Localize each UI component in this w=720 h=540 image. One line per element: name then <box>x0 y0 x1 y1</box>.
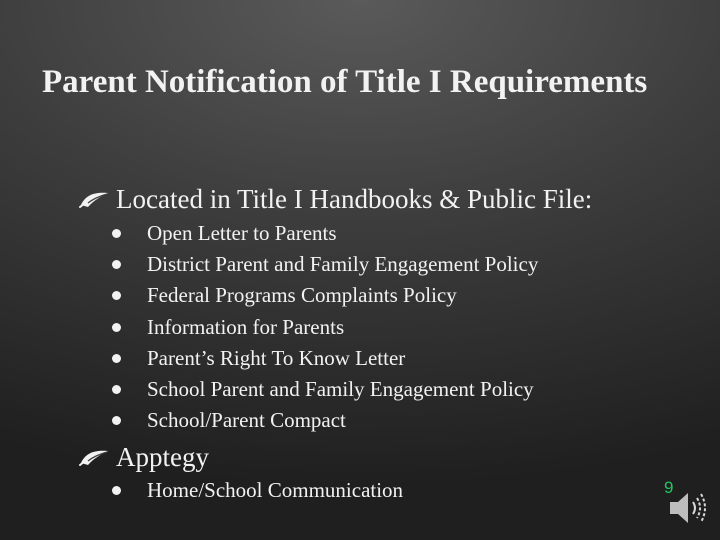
page-number: 9 <box>664 478 674 497</box>
bullet-dot <box>112 323 121 332</box>
speaker-icon[interactable] <box>668 490 708 526</box>
list-item <box>112 312 538 343</box>
list-item <box>112 343 538 374</box>
list-item-text: District Parent and Family Engagement Policy <box>147 252 539 277</box>
section-heading-handbooks <box>78 184 592 214</box>
bullet-dot <box>112 354 121 363</box>
list-item-text: Home/School Communication <box>147 478 404 503</box>
pencil-leaf-icon <box>78 446 114 468</box>
list-item-text: Federal Programs Complaints Policy <box>147 283 457 308</box>
list-item-text: School/Parent Compact <box>147 408 346 433</box>
list-item <box>112 405 538 436</box>
list-item-text: Open Letter to Parents <box>147 221 337 246</box>
list-item <box>112 218 538 249</box>
list-item-text: School Parent and Family Engagement Policy <box>147 377 534 402</box>
list-item <box>112 475 403 506</box>
list-item-text: Parent’s Right To Know Letter <box>147 345 406 370</box>
section-heading-apptegy <box>78 442 209 472</box>
list-item <box>112 249 538 280</box>
bullet-dot <box>112 291 121 300</box>
bullet-dot <box>112 416 121 425</box>
bullet-dot <box>112 385 121 394</box>
section-heading-text: Apptegy <box>116 442 209 472</box>
pencil-leaf-icon <box>78 188 114 210</box>
bullet-dot <box>112 260 121 269</box>
list-item-text: Information for Parents <box>147 314 345 339</box>
apptegy-list <box>112 475 403 506</box>
bullet-dot <box>112 486 121 495</box>
list-item <box>112 280 538 311</box>
section-heading-text: Located in Title I Handbooks & Public File: <box>116 184 593 214</box>
slide-title: Parent Notification of Title I Requirements <box>42 64 648 100</box>
bullet-dot <box>112 229 121 238</box>
handbooks-list <box>112 218 538 436</box>
list-item <box>112 374 538 405</box>
